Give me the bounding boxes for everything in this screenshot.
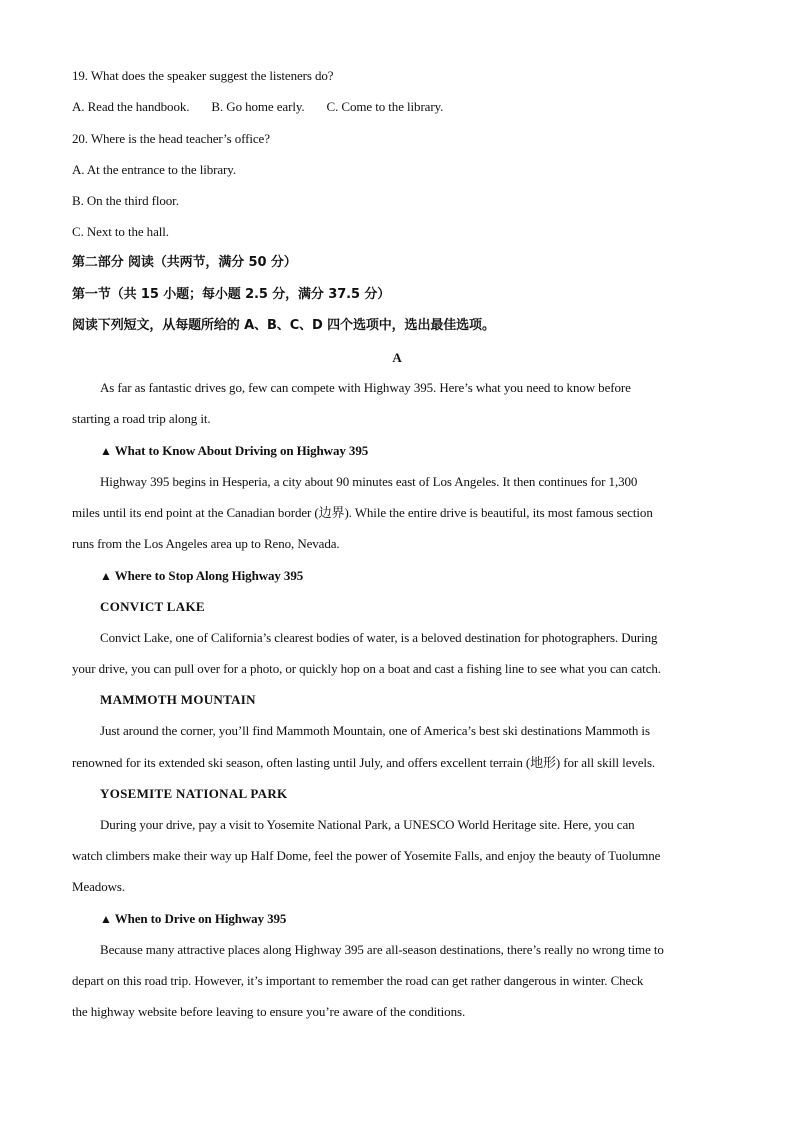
triangle-bullet-icon: ▲ xyxy=(100,912,112,926)
paragraph-text: During your drive, pay a visit to Yosemite National Park, a UNESCO World Heritage site. Here, you can xyxy=(100,817,635,832)
triangle-bullet-icon: ▲ xyxy=(100,444,112,458)
subheading-yosemite: YOSEMITE NATIONAL PARK xyxy=(100,786,288,801)
question-19-stem: 19. What does the speaker suggest the listeners do? xyxy=(72,68,334,83)
paragraph-text: miles until its end point at the Canadian border (边界). While the entire drive is beautiful, its most famous section xyxy=(72,505,653,520)
option-a: A. Read the handbook. xyxy=(72,99,190,114)
subheading-convict-lake: CONVICT LAKE xyxy=(100,599,205,614)
passage-intro-cont: starting a road trip along it. xyxy=(72,411,211,426)
paragraph-text: Just around the corner, you’ll find Mammoth Mountain, one of America’s best ski destinations Mammoth is xyxy=(100,723,650,738)
paragraph-text: watch climbers make their way up Half Dome, feel the power of Yosemite Falls, and enjoy the beauty of Tuolumne xyxy=(72,848,661,863)
paragraph-text: Convict Lake, one of California’s clearest bodies of water, is a beloved destination for photographers. During xyxy=(100,630,658,645)
paragraph-text: runs from the Los Angeles area up to Reno, Nevada. xyxy=(72,536,340,551)
paragraph-text: your drive, you can pull over for a photo, or quickly hop on a boat and cast a fishing line to see what you can catch. xyxy=(72,661,661,676)
question-20-option-c: C. Next to the hall. xyxy=(72,224,169,239)
paragraph-text: Highway 395 begins in Hesperia, a city about 90 minutes east of Los Angeles. It then continues for 1,300 xyxy=(100,474,638,489)
heading-what-to-know: ▲ What to Know About Driving on Highway 395 xyxy=(100,443,369,458)
paragraph-text: Meadows. xyxy=(72,879,125,894)
triangle-bullet-icon: ▲ xyxy=(100,569,112,583)
subheading-mammoth-mountain: MAMMOTH MOUNTAIN xyxy=(100,692,256,707)
section-subtitle: 第一节（共 15 小题；每小题 2.5 分，满分 37.5 分） xyxy=(72,287,391,302)
passage-label: A xyxy=(392,350,402,365)
question-20-option-b: B. On the third floor. xyxy=(72,193,179,208)
paragraph-text: renowned for its extended ski season, often lasting until July, and offers excellent terrain (地形) for all skill levels. xyxy=(72,755,656,770)
option-c: C. Come to the library. xyxy=(326,99,444,114)
question-19-options xyxy=(72,99,722,115)
passage-intro: As far as fantastic drives go, few can compete with Highway 395. Here’s what you need to know before xyxy=(100,380,631,395)
heading-when-to-drive: ▲ When to Drive on Highway 395 xyxy=(100,911,287,926)
section-instruction: 阅读下列短文，从每题所给的 A、B、C、D 四个选项中，选出最佳选项。 xyxy=(72,318,495,333)
heading-where-to-stop: ▲ Where to Stop Along Highway 395 xyxy=(100,568,304,583)
option-b: B. Go home early. xyxy=(211,99,305,114)
paragraph-text: Because many attractive places along Highway 395 are all-season destinations, there’s really no wrong time to xyxy=(100,942,664,957)
paragraph-text: depart on this road trip. However, it’s important to remember the road can get rather dangerous in winter. Check xyxy=(72,973,644,988)
paragraph-text: the highway website before leaving to ensure you’re aware of the conditions. xyxy=(72,1004,466,1019)
question-20-stem: 20. Where is the head teacher’s office? xyxy=(72,131,270,146)
part-title: 第二部分 阅读（共两节，满分 50 分） xyxy=(72,255,297,270)
question-20-option-a: A. At the entrance to the library. xyxy=(72,162,236,177)
